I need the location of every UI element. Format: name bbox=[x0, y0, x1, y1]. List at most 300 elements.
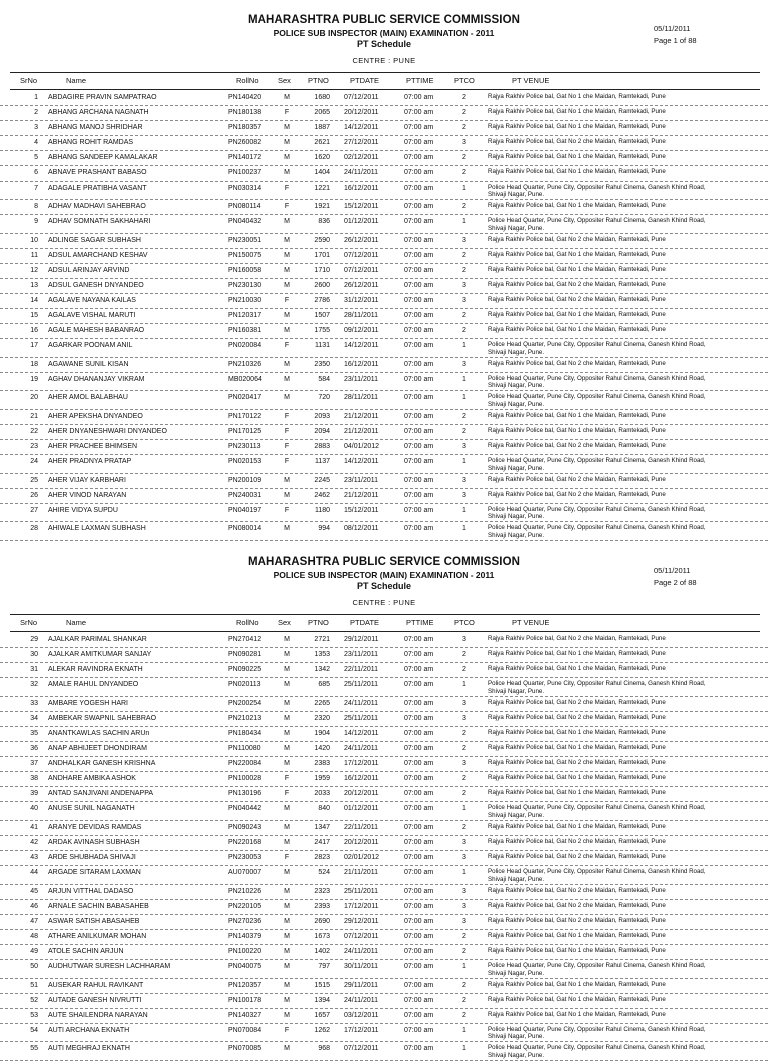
table-row bbox=[0, 166, 768, 181]
row-venue: Rajya Rakhiv Police bal, Gat No 2 che Maidan, Ramtekadi, Pune bbox=[488, 713, 666, 721]
row-ptdate: 24/11/2011 bbox=[344, 948, 378, 956]
row-srno: 43 bbox=[30, 854, 38, 862]
row-ptno: 836 bbox=[318, 218, 330, 226]
row-srno: 53 bbox=[30, 1011, 38, 1019]
row-srno: 34 bbox=[30, 714, 38, 722]
row-rollno: PN210226 bbox=[228, 887, 262, 895]
row-ptco: 2 bbox=[462, 729, 466, 737]
row-srno: 54 bbox=[30, 1026, 38, 1034]
row-name: AUSEKAR RAHUL RAVIKANT bbox=[48, 981, 144, 989]
row-ptno: 685 bbox=[318, 681, 330, 689]
row-rollno: PN020153 bbox=[228, 458, 262, 466]
row-srno: 17 bbox=[30, 342, 38, 350]
row-ptno: 524 bbox=[318, 869, 330, 877]
table-row bbox=[0, 215, 768, 234]
row-pttime: 07:00 am bbox=[404, 412, 434, 420]
row-ptdate: 24/11/2011 bbox=[344, 699, 378, 707]
row-name: AHER VINOD NARAYAN bbox=[48, 491, 127, 499]
row-venue: Rajya Rakhiv Police bal, Gat No 1 che Maidan, Ramtekadi, Pune bbox=[488, 947, 666, 955]
table-row bbox=[0, 945, 768, 960]
table-row bbox=[0, 802, 768, 821]
row-rollno: PN160381 bbox=[228, 327, 262, 335]
row-rollno: PN270412 bbox=[228, 636, 262, 643]
row-ptco: 3 bbox=[462, 917, 466, 925]
row-ptdate: 16/12/2011 bbox=[344, 775, 379, 783]
row-name: ADSUL GANESH DNYANDEO bbox=[48, 281, 144, 289]
table-row bbox=[0, 742, 768, 757]
row-rollno: PN080014 bbox=[228, 525, 262, 533]
row-ptdate: 25/11/2011 bbox=[344, 714, 378, 722]
row-pttime: 07:00 am bbox=[404, 933, 434, 940]
row-pttime: 07:00 am bbox=[404, 124, 434, 132]
row-srno: 15 bbox=[30, 312, 38, 320]
row-ptco: 3 bbox=[462, 760, 466, 768]
table-row bbox=[0, 339, 768, 358]
table-row bbox=[0, 425, 768, 440]
row-ptco: 2 bbox=[462, 790, 466, 798]
row-ptco: 3 bbox=[462, 360, 466, 368]
row-venue: Rajya Rakhiv Police bal, Gat No 1 che Maidan, Ramtekadi, Pune bbox=[488, 774, 666, 782]
row-pttime: 07:00 am bbox=[404, 1045, 434, 1053]
row-sex: M bbox=[284, 266, 290, 274]
row-sex: M bbox=[284, 887, 290, 895]
row-venue: Police Head Quarter, Pune City, Oppositer Rahul Cinema, Ganesh Khind Road, Shivaji Nagar, Pune. bbox=[488, 217, 706, 232]
row-ptno: 2417 bbox=[314, 839, 330, 847]
row-venue: Rajya Rakhiv Police bal, Gat No 1 che Maidan, Ramtekadi, Pune bbox=[488, 728, 666, 736]
row-name: AHER PRACHEE BHIMSEN bbox=[48, 443, 138, 451]
divider bbox=[10, 89, 760, 90]
row-pttime: 07:00 am bbox=[404, 790, 434, 798]
row-ptco: 2 bbox=[462, 169, 466, 177]
row-rollno: PN110080 bbox=[228, 745, 261, 753]
col-ptdate: PTDATE bbox=[350, 76, 380, 85]
table-row bbox=[0, 309, 768, 324]
row-name: AGARKAR POONAM ANIL bbox=[48, 342, 133, 350]
row-rollno: PN230051 bbox=[228, 236, 262, 244]
row-pttime: 07:00 am bbox=[404, 443, 434, 451]
row-name: AMALE RAHUL DNYANDEO bbox=[48, 681, 139, 689]
col-pttime: PTTIME bbox=[406, 618, 434, 627]
row-venue: Rajya Rakhiv Police bal, Gat No 1 che Maidan, Ramtekadi, Pune bbox=[488, 168, 666, 176]
row-srno: 14 bbox=[30, 297, 38, 305]
row-ptno: 1353 bbox=[314, 651, 330, 659]
row-pttime: 07:00 am bbox=[404, 154, 434, 162]
row-venue: Rajya Rakhiv Police bal, Gat No 1 che Maidan, Ramtekadi, Pune bbox=[488, 411, 666, 419]
row-ptno: 1347 bbox=[314, 823, 330, 831]
row-ptco: 2 bbox=[462, 823, 466, 831]
row-ptco: 2 bbox=[462, 266, 466, 274]
row-sex: F bbox=[284, 297, 290, 305]
row-ptco: 3 bbox=[462, 297, 466, 305]
row-pttime: 07:00 am bbox=[404, 869, 434, 877]
row-rollno: PN100220 bbox=[228, 948, 262, 956]
row-name: ARDE SHUBHADA SHIVAJI bbox=[48, 854, 136, 862]
row-pttime: 07:00 am bbox=[404, 94, 434, 101]
row-venue: Rajya Rakhiv Police bal, Gat No 1 che Maidan, Ramtekadi, Pune bbox=[488, 250, 666, 258]
row-sex: M bbox=[284, 375, 290, 383]
row-sex: M bbox=[284, 124, 290, 132]
row-srno: 7 bbox=[34, 184, 38, 192]
row-rollno: PN090281 bbox=[228, 651, 262, 659]
col-name: Name bbox=[66, 618, 87, 627]
exam-title: POLICE SUB INSPECTOR (MAIN) EXAMINATION - 2011 bbox=[273, 28, 495, 38]
row-ptco: 2 bbox=[462, 154, 466, 162]
row-venue: Rajya Rakhiv Police bal, Gat No 2 che Maidan, Ramtekadi, Pune bbox=[488, 138, 666, 146]
row-ptco: 2 bbox=[462, 981, 466, 989]
table-row bbox=[0, 474, 768, 489]
row-venue: Rajya Rakhiv Police bal, Gat No 1 che Maidan, Ramtekadi, Pune bbox=[488, 744, 666, 752]
row-pttime: 07:00 am bbox=[404, 981, 434, 989]
row-ptno: 968 bbox=[318, 1045, 330, 1053]
row-name: AUTI ARCHANA EKNATH bbox=[48, 1026, 130, 1034]
row-rollno: PN200109 bbox=[228, 476, 262, 484]
row-name: ANTAD SANJIVANI ANDENAPPA bbox=[48, 790, 154, 798]
row-srno: 20 bbox=[30, 394, 38, 402]
row-ptdate: 28/11/2011 bbox=[344, 394, 378, 402]
table-row bbox=[0, 373, 768, 392]
row-rollno: PN210326 bbox=[228, 360, 262, 368]
row-pttime: 07:00 am bbox=[404, 887, 434, 895]
row-rollno: PN020417 bbox=[228, 394, 262, 402]
row-ptno: 1701 bbox=[314, 251, 330, 259]
row-name: ARANYE DEVIDAS RAMDAS bbox=[48, 823, 142, 831]
row-sex: F bbox=[284, 203, 290, 211]
row-srno: 9 bbox=[34, 218, 38, 226]
row-srno: 3 bbox=[34, 124, 38, 132]
row-sex: M bbox=[284, 917, 290, 925]
row-venue: Rajya Rakhiv Police bal, Gat No 1 che Maidan, Ramtekadi, Pune bbox=[488, 123, 666, 131]
row-name: AUDHUTWAR SURESH LACHHARAM bbox=[48, 963, 171, 971]
row-ptco: 1 bbox=[462, 506, 466, 514]
row-ptco: 3 bbox=[462, 699, 466, 707]
page-header bbox=[0, 14, 768, 74]
page-number: Page 2 of 88 bbox=[654, 578, 697, 587]
schedule-table-1 bbox=[0, 91, 768, 541]
row-name: ARGADE SITARAM LAXMAN bbox=[48, 869, 141, 877]
row-name: ADAGALE PRATIBHA VASANT bbox=[48, 184, 147, 192]
row-ptdate: 17/12/2011 bbox=[344, 760, 379, 768]
row-ptno: 1404 bbox=[314, 169, 330, 177]
row-name: ALEKAR RAVINDRA EKNATH bbox=[48, 666, 143, 674]
row-venue: Rajya Rakhiv Police bal, Gat No 1 che Maidan, Ramtekadi, Pune bbox=[488, 932, 666, 939]
row-pttime: 07:00 am bbox=[404, 714, 434, 722]
row-rollno: PN100237 bbox=[228, 169, 262, 177]
row-ptno: 2383 bbox=[314, 760, 330, 768]
row-venue: Police Head Quarter, Pune City, Oppositer Rahul Cinema, Ganesh Khind Road, Shivaji Nagar, Pune. bbox=[488, 457, 706, 472]
row-venue: Rajya Rakhiv Police bal, Gat No 1 che Maidan, Ramtekadi, Pune bbox=[488, 93, 666, 100]
row-ptno: 2393 bbox=[314, 902, 330, 910]
table-row bbox=[0, 522, 768, 541]
org-title: MAHARASHTRA PUBLIC SERVICE COMMISSION bbox=[247, 14, 521, 26]
column-header-row bbox=[0, 616, 768, 630]
row-srno: 29 bbox=[30, 636, 38, 643]
row-pttime: 07:00 am bbox=[404, 327, 434, 335]
row-name: ATOLE SACHIN ARJUN bbox=[48, 948, 124, 956]
divider bbox=[10, 631, 760, 632]
print-date: 05/11/2011 bbox=[654, 566, 691, 575]
table-row bbox=[0, 663, 768, 678]
row-pttime: 07:00 am bbox=[404, 458, 434, 466]
row-pttime: 07:00 am bbox=[404, 839, 434, 847]
row-ptdate: 25/11/2011 bbox=[344, 681, 378, 689]
row-ptdate: 15/12/2011 bbox=[344, 203, 379, 211]
row-ptno: 1180 bbox=[314, 506, 330, 514]
divider bbox=[10, 614, 760, 615]
row-rollno: PN040442 bbox=[228, 805, 262, 813]
row-ptco: 2 bbox=[462, 412, 466, 420]
table-row bbox=[0, 1009, 768, 1024]
table-row bbox=[0, 489, 768, 504]
row-ptco: 3 bbox=[462, 281, 466, 289]
row-srno: 19 bbox=[30, 375, 38, 383]
row-sex: M bbox=[284, 139, 290, 147]
row-ptno: 1887 bbox=[314, 124, 330, 132]
row-srno: 1 bbox=[34, 94, 38, 101]
row-name: AMBEKAR SWAPNIL SAHEBRAO bbox=[48, 714, 157, 722]
row-srno: 2 bbox=[34, 109, 38, 117]
row-ptco: 2 bbox=[462, 109, 466, 117]
row-ptno: 1515 bbox=[314, 981, 330, 989]
row-ptno: 1131 bbox=[314, 342, 330, 350]
row-srno: 30 bbox=[30, 651, 38, 659]
row-ptco: 3 bbox=[462, 443, 466, 451]
row-pttime: 07:00 am bbox=[404, 394, 434, 402]
table-row bbox=[0, 697, 768, 712]
col-srno: SrNo bbox=[20, 76, 38, 85]
row-rollno: PN170125 bbox=[228, 428, 262, 435]
row-ptco: 3 bbox=[462, 714, 466, 722]
row-rollno: PN260082 bbox=[228, 139, 262, 147]
row-ptno: 1221 bbox=[314, 184, 330, 192]
table-row bbox=[0, 121, 768, 136]
row-sex: F bbox=[284, 109, 290, 117]
row-name: ANDHALKAR GANESH KRISHNA bbox=[48, 760, 156, 768]
row-venue: Police Head Quarter, Pune City, Oppositer Rahul Cinema, Ganesh Khind Road, Shivaji Nagar, Pune. bbox=[488, 868, 706, 883]
row-pttime: 07:00 am bbox=[404, 760, 434, 768]
row-venue: Rajya Rakhiv Police bal, Gat No 2 che Maidan, Ramtekadi, Pune bbox=[488, 698, 666, 706]
row-sex: M bbox=[284, 236, 290, 244]
row-venue: Rajya Rakhiv Police bal, Gat No 1 che Maidan, Ramtekadi, Pune bbox=[488, 822, 666, 830]
row-rollno: PN120357 bbox=[228, 981, 262, 989]
row-name: ABDAGIRE PRAVIN SAMPATRAO bbox=[48, 94, 157, 101]
row-sex: M bbox=[284, 805, 290, 813]
row-srno: 27 bbox=[30, 506, 38, 514]
row-ptdate: 07/12/2011 bbox=[344, 266, 379, 274]
table-row bbox=[0, 91, 768, 106]
row-rollno: PN140420 bbox=[228, 94, 262, 101]
print-date: 05/11/2011 bbox=[654, 24, 691, 33]
row-rollno: PN230053 bbox=[228, 854, 262, 862]
table-row bbox=[0, 851, 768, 866]
row-ptdate: 08/12/2011 bbox=[344, 525, 379, 533]
row-rollno: PN040197 bbox=[228, 506, 262, 514]
row-rollno: PN160058 bbox=[228, 266, 262, 274]
row-pttime: 07:00 am bbox=[404, 342, 434, 350]
row-ptno: 1394 bbox=[314, 996, 330, 1004]
row-srno: 16 bbox=[30, 327, 38, 335]
row-ptdate: 20/12/2011 bbox=[344, 790, 379, 798]
row-rollno: PN140327 bbox=[228, 1011, 262, 1019]
row-rollno: MB020064 bbox=[228, 375, 262, 383]
row-srno: 33 bbox=[30, 699, 38, 707]
row-pttime: 07:00 am bbox=[404, 312, 434, 320]
row-ptdate: 16/12/2011 bbox=[344, 184, 379, 192]
row-pttime: 07:00 am bbox=[404, 428, 434, 435]
row-pttime: 07:00 am bbox=[404, 917, 434, 925]
schedule-page-1 bbox=[0, 14, 768, 539]
row-srno: 18 bbox=[30, 360, 38, 368]
row-sex: M bbox=[284, 281, 290, 289]
row-srno: 52 bbox=[30, 996, 38, 1004]
row-rollno: PN150075 bbox=[228, 251, 262, 259]
row-ptco: 2 bbox=[462, 651, 466, 659]
row-sex: M bbox=[284, 1045, 290, 1053]
row-ptno: 2033 bbox=[314, 790, 330, 798]
row-name: AGHAV DHANANJAY VIKRAM bbox=[48, 375, 145, 383]
row-venue: Rajya Rakhiv Police bal, Gat No 2 che Maidan, Ramtekadi, Pune bbox=[488, 886, 666, 894]
table-row bbox=[0, 136, 768, 151]
row-ptco: 2 bbox=[462, 203, 466, 211]
row-srno: 36 bbox=[30, 745, 38, 753]
row-sex: M bbox=[284, 218, 290, 226]
row-pttime: 07:00 am bbox=[404, 745, 434, 753]
row-rollno: PN180138 bbox=[228, 109, 262, 117]
row-name: ABHANG ARCHANA NAGNATH bbox=[48, 109, 149, 117]
row-venue: Rajya Rakhiv Police bal, Gat No 1 che Maidan, Ramtekadi, Pune bbox=[488, 202, 666, 210]
row-ptdate: 14/12/2011 bbox=[344, 124, 379, 132]
row-ptdate: 16/12/2011 bbox=[344, 360, 379, 368]
row-sex: M bbox=[284, 714, 290, 722]
row-sex: M bbox=[284, 525, 290, 533]
row-ptno: 1620 bbox=[314, 154, 330, 162]
row-venue: Police Head Quarter, Pune City, Oppositer Rahul Cinema, Ganesh Khind Road, Shivaji Nagar, Pune. bbox=[488, 1025, 706, 1041]
row-sex: M bbox=[284, 327, 290, 335]
row-ptdate: 21/12/2011 bbox=[344, 412, 379, 420]
row-name: AHER DNYANESHWARI DNYANDEO bbox=[48, 428, 167, 435]
row-ptco: 1 bbox=[462, 1026, 466, 1034]
row-venue: Police Head Quarter, Pune City, Oppositer Rahul Cinema, Ganesh Khind Road, Shivaji Nagar, Pune. bbox=[488, 524, 706, 539]
row-venue: Rajya Rakhiv Police bal, Gat No 1 che Maidan, Ramtekadi, Pune bbox=[488, 665, 666, 673]
row-pttime: 07:00 am bbox=[404, 996, 434, 1004]
table-row bbox=[0, 648, 768, 663]
row-name: AGAWANE SUNIL KISAN bbox=[48, 360, 129, 368]
table-row bbox=[0, 757, 768, 772]
row-pttime: 07:00 am bbox=[404, 902, 434, 910]
table-row bbox=[0, 633, 768, 648]
row-ptdate: 07/12/2011 bbox=[344, 1045, 379, 1053]
row-venue: Rajya Rakhiv Police bal, Gat No 2 che Maidan, Ramtekadi, Pune bbox=[488, 853, 666, 861]
row-venue: Rajya Rakhiv Police bal, Gat No 2 che Maidan, Ramtekadi, Pune bbox=[488, 235, 666, 243]
row-venue: Rajya Rakhiv Police bal, Gat No 2 che Maidan, Ramtekadi, Pune bbox=[488, 475, 666, 483]
table-row bbox=[0, 182, 768, 201]
row-sex: F bbox=[284, 428, 290, 435]
row-sex: M bbox=[284, 745, 290, 753]
row-rollno: PN170122 bbox=[228, 412, 262, 420]
exam-title: POLICE SUB INSPECTOR (MAIN) EXAMINATION - 2011 bbox=[273, 570, 495, 580]
row-name: ARJUN VITTHAL DADASO bbox=[48, 887, 134, 895]
row-ptdate: 23/11/2011 bbox=[344, 375, 378, 383]
row-ptdate: 24/11/2011 bbox=[344, 996, 378, 1004]
row-name: AJALKAR AMITKUMAR SANJAY bbox=[48, 651, 152, 659]
table-row bbox=[0, 727, 768, 742]
row-name: ADHAV SOMNATH SAKHAHARI bbox=[48, 218, 151, 226]
row-ptco: 3 bbox=[462, 887, 466, 895]
row-pttime: 07:00 am bbox=[404, 506, 434, 514]
row-srno: 51 bbox=[30, 981, 38, 989]
table-row bbox=[0, 787, 768, 802]
schedule-page-2 bbox=[0, 556, 768, 1059]
row-rollno: PN080114 bbox=[228, 203, 261, 211]
schedule-table-2 bbox=[0, 633, 768, 1061]
table-row bbox=[0, 836, 768, 851]
row-srno: 31 bbox=[30, 666, 38, 674]
row-sex: M bbox=[284, 869, 290, 877]
table-row bbox=[0, 960, 768, 979]
col-name: Name bbox=[66, 76, 87, 85]
row-srno: 21 bbox=[30, 412, 38, 420]
table-row bbox=[0, 866, 768, 885]
row-ptdate: 25/11/2011 bbox=[344, 887, 378, 895]
row-rollno: PN180434 bbox=[228, 729, 262, 737]
row-pttime: 07:00 am bbox=[404, 651, 434, 659]
row-ptdate: 03/12/2011 bbox=[344, 1011, 379, 1019]
page-number: Page 1 of 88 bbox=[654, 36, 697, 45]
row-pttime: 07:00 am bbox=[404, 636, 434, 643]
row-sex: M bbox=[284, 996, 290, 1004]
row-name: AMBARE YOGESH HARI bbox=[48, 699, 129, 707]
row-name: ABHANG ROHIT RAMDAS bbox=[48, 139, 134, 147]
row-ptdate: 29/12/2011 bbox=[344, 636, 379, 643]
row-srno: 23 bbox=[30, 443, 38, 451]
row-ptdate: 31/12/2011 bbox=[344, 297, 379, 305]
table-row bbox=[0, 821, 768, 836]
row-sex: M bbox=[284, 251, 290, 259]
row-venue: Rajya Rakhiv Police bal, Gat No 2 che Maidan, Ramtekadi, Pune bbox=[488, 280, 666, 288]
row-name: ANAP ABHIJEET DHONDIRAM bbox=[48, 745, 147, 753]
row-ptco: 2 bbox=[462, 428, 466, 435]
row-sex: M bbox=[284, 963, 290, 971]
row-sex: M bbox=[284, 394, 290, 402]
table-row bbox=[0, 1024, 768, 1043]
schedule-title: PT Schedule bbox=[356, 581, 411, 591]
row-name: AUTADE GANESH NIVRUTTI bbox=[48, 996, 142, 1004]
row-name: AHER VIJAY KARBHARI bbox=[48, 476, 126, 484]
row-venue: Rajya Rakhiv Police bal, Gat No 2 che Maidan, Ramtekadi, Pune bbox=[488, 916, 666, 924]
row-ptno: 994 bbox=[318, 525, 330, 533]
col-sex: Sex bbox=[278, 618, 291, 627]
row-sex: M bbox=[284, 312, 290, 320]
row-ptno: 2265 bbox=[314, 699, 330, 707]
row-sex: M bbox=[284, 94, 290, 101]
row-rollno: PN200254 bbox=[228, 699, 262, 707]
row-srno: 35 bbox=[30, 729, 38, 737]
row-ptno: 1959 bbox=[314, 775, 330, 783]
row-rollno: PN030314 bbox=[228, 184, 262, 192]
row-ptdate: 02/12/2011 bbox=[344, 154, 379, 162]
row-name: AHER PRADNYA PRATAP bbox=[48, 458, 132, 466]
row-ptco: 2 bbox=[462, 124, 466, 132]
row-venue: Police Head Quarter, Pune City, Oppositer Rahul Cinema, Ganesh Khind Road, Shivaji Nagar, Pune. bbox=[488, 341, 706, 356]
table-row bbox=[0, 900, 768, 915]
row-venue: Police Head Quarter, Pune City, Oppositer Rahul Cinema, Ganesh Khind Road, Shivaji Nagar, Pune. bbox=[488, 962, 706, 977]
row-venue: Rajya Rakhiv Police bal, Gat No 2 che Maidan, Ramtekadi, Pune bbox=[488, 490, 666, 498]
table-row bbox=[0, 678, 768, 697]
row-ptdate: 14/12/2011 bbox=[344, 458, 379, 466]
row-ptno: 2721 bbox=[314, 636, 330, 643]
row-ptno: 2245 bbox=[314, 476, 330, 484]
row-ptdate: 14/12/2011 bbox=[344, 729, 379, 737]
row-venue: Police Head Quarter, Pune City, Oppositer Rahul Cinema, Ganesh Khind Road, Shivaji Nagar, Pune. bbox=[488, 804, 706, 819]
